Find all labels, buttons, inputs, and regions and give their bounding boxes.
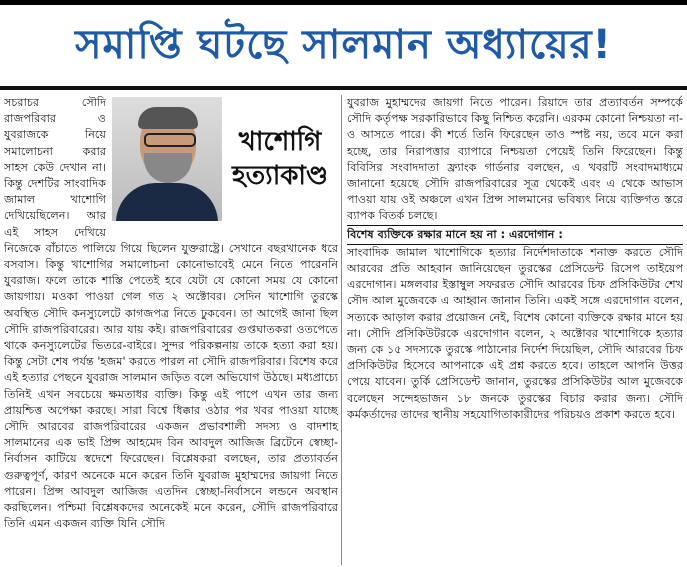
- headline: সমাপ্তি ঘটছে সালমান অধ্যায়ের!: [75, 22, 612, 68]
- section-subhead: বিশেষ ব্যক্তিকে রক্ষার মানে হয় না : এরদোগান :: [347, 225, 683, 245]
- caption-line-2: হত্যাকাণ্ড: [231, 161, 329, 191]
- photo-caption-block: [112, 97, 338, 223]
- top-border: [0, 0, 687, 5]
- left-column: [4, 95, 338, 565]
- right-body-text-2: সাংবাদিক জামাল খাশোগিকে হত্যার নির্দেশদাতাকে শনাক্ত করতে সৌদি আরবের প্রতি আহবান জানিয়েছেন তুরস্কের প্রেসিডেন্ট রিসেপ তাইয়েপ এরদোগান। মঙ্গলবার ইস্তাম্বুল সফররত সৌদি আরবের চিফ প্রসিকিউটর শেখ সৌদ আল মুজেবকে এ আহ্বান জানান তিনি। একই সঙ্গে এরদোগান বলেন, সত্যকে আড়াল করার প্রয়োজন নেই, বিশেষ কোনো ব্যক্তিকে রক্ষার মানে হয় না। সৌদি প্রসিকিউটরকে এরদোগান বলেন, ২ অক্টোবর খাশোগিকে হত্যার জন্য কে ১৫ সদস্যকে তুরস্কে পাঠানোর নির্দেশ দিয়েছিল, সৌদি আরবের চিফ প্রসিকিউটর হিসেবে আপনাকে এই প্রশ্ন করতে হবে। তাহলে আপনি উত্তর পেয়ে যাবেন। তুর্কি প্রেসিডেন্ট জানান, তুরস্কের প্রসিকিউটর আল মুজেবকে বলেছেন সন্দেহভাজন ১৮ জনকে তুরস্কের বিচার করার জন্য। সৌদি কর্মকর্তাদের তাদের স্থানীয় সহযোগিতাকারীদের পরিচয়ও প্রকাশ করতে হবে।: [347, 245, 683, 421]
- portrait-photo: [112, 97, 222, 221]
- photo-caption: [224, 97, 336, 221]
- right-body-text-1: যুবরাজ মুহাম্মদের জায়গা নিতে পারেন। রিয়াদে তার প্রত্যাবর্তন সম্পর্কে সৌদি কর্তৃপক্ষ সরকারিভাবে কিছু নিশ্চিত করেনি। এরকম কোনো নিশ্চয়তা না-ও আসতে পারে। কী শর্তে তিনি ফিরেছেন তাও স্পষ্ট নয়, তবে মনে করা হচ্ছে, তার নিরাপত্তার ব্যাপারে নিশ্চয়তা পেয়েই তিনি ফিরেছেন। কিন্তু বিবিসির সংবাদদাতা ফ্র্যাংক গার্ডনার বলছেন, এ খবরটি সংবাদমাধ্যমে জানানো হয়েছে সৌদি রাজপরিবারের সূত্র থেকেই এবং এ থেকে আভাস পাওয়া যায় ওই অঞ্চলে এখন প্রিন্স সালমানের ভবিষ্যৎ নিয়ে ব্যক্তিগত স্তরে ব্যাপক বিতর্ক চলছে।: [347, 96, 683, 223]
- right-column: [347, 95, 683, 565]
- headline-rule: [0, 86, 687, 90]
- column-divider: [341, 95, 342, 565]
- left-body-text: সচরাচর সৌদি রাজপরিবার ও যুবরাজকে নিয়ে সমালোচনা করার সাহস কেউ দেখান না। কিন্তু দেশটির সাংবাদিক জামাল খাশোগি দেখিয়েছিলেন। আর এই সাহস দেখিয়ে নিজেকে বাঁচাতে পালিয়ে গিয়ে ছিলেন যুক্তরাষ্ট্রে। সেখানে বছরখানেক ধরে বসবাস। কিন্তু খাশোগির সমালোচনা কোনোভাবেই মেনে নিতে পারেননি যুবরাজ। ফলে তাকে শাস্তি পেতেই হবে যেটা যে কোনো সময় যে কোনো জায়গায়। মওকা পাওয়া গেল গত ২ অক্টোবর। সেদিন খাশোগি তুরস্কে অবস্থিত সৌদি কনস্যুলেটে কাগজপত্র নিতে ঢুকবেন। তা আগেই জানা ছিল সৌদি রাজপরিবারের। আর যায় কই। রাজপরিবারের গুপ্তঘাতকরা ওতপেতে থাকে কনস্যুলেটের ভিতরে-বাইরে। সুন্দর পরিকল্পনায় তাকে হত্যা করা হয়। কিন্তু সেটা শেষ পর্যন্ত 'হজম' করতে পারল না সৌদি রাজপরিবার। বিশেষ করে এই হত্যার পেছনে যুবরাজ সালমান জড়িত বলে অভিযোগ উঠছে। মধ্যপ্রাচ্যে তিনিই এখন সবচেয়ে ক্ষমতাধর ব্যক্তি। কিন্তু এই পাপে এখন তার জন্য প্রায়শ্চিত্ত অপেক্ষা করছে। সারা বিশ্বে ধিক্কার ওঠার পর খবর পাওয়া যাচ্ছে সৌদি আরবের রাজপরিবারের একজন প্রভাবশালী সদস্য ও বাদশাহ সালমানের এক ভাই প্রিন্স আহমেদ বিন আবদুল আজিজ ব্রিটেনে স্বেচ্ছা-নির্বাসন কাটিয়ে স্বদেশে ফিরেছেন। বিশ্লেষকরা বলছেন, তার প্রত্যাবর্তন গুরুত্বপূর্ণ, কারণ অনেকে মনে করেন তিনি যুবরাজ মুহাম্মদের জায়গা নিতে পারেন। প্রিন্স আবদুল আজিজ এতদিন স্বেচ্ছা-নির্বাসনে লন্ডনে অবস্থান করছিলেন। পশ্চিমা বিশ্লেষকদের অনেকেই মনে করেন, সৌদি রাজপরিবারে তিনি এমন একজন ব্যক্তি যিনি সৌদি: [4, 96, 338, 531]
- caption-line-1: খাশোগি: [238, 127, 322, 157]
